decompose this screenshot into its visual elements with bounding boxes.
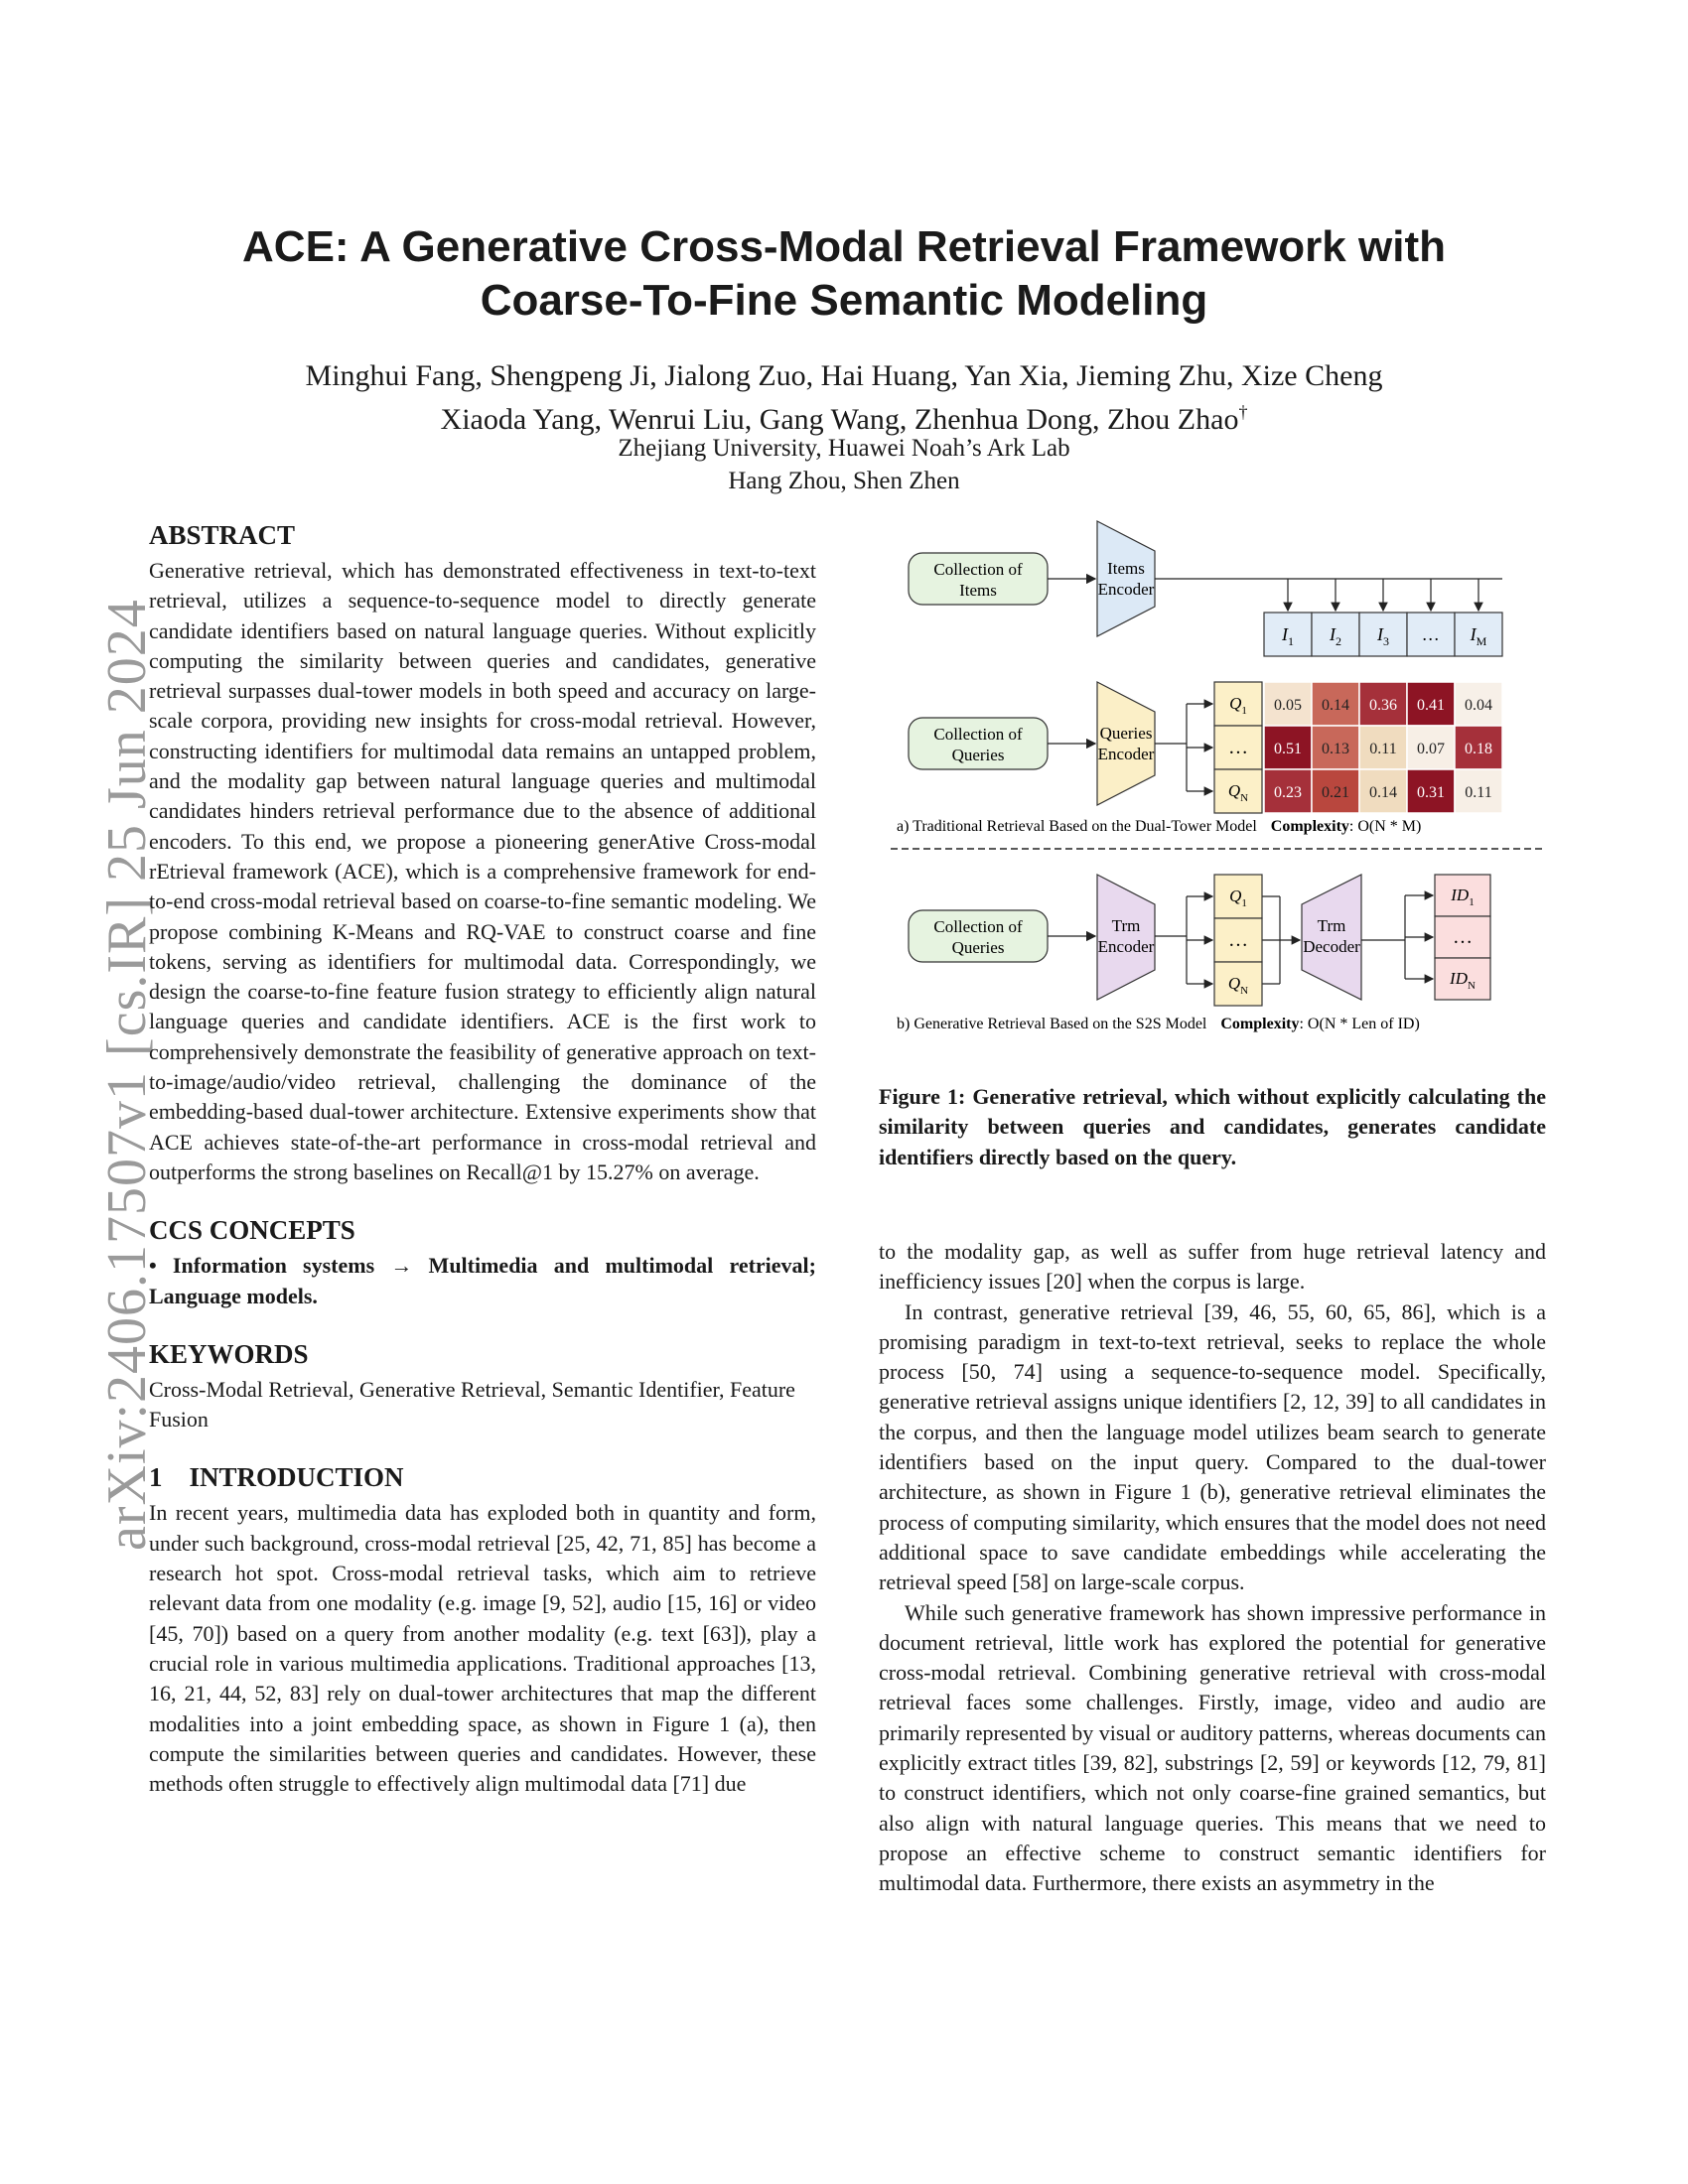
query-a-token-label: $Q_1$ [1229,694,1247,717]
collection-of-queries-a-label-1: Collection of [933,725,1023,744]
item-token-label: $I_2$ [1330,624,1341,648]
query-a-token-label: $Q_N$ [1227,781,1249,804]
intro-paragraph-3: While such generative framework has shown impressive performance in document retrieval, little work has explored the potential for generative cross-modal retrieval. Combining generative retrieval with cross-modal retrieval faces some challenges. Firstly, image, video and audio are primarily represented by visual or auditory patterns, whereas documents can explicitly extract titles [39, 82], substrings [2, 59] or keywords [12, 79, 81] to construct identifiers, which not only coarse-fine grained semantics, but also align with natural language queries. This means that we need to propose an effective scheme to construct semantic identifiers for multimodal data. Furthermore, there exists an asymmetry in the [879,1599,1546,1896]
similarity-value: 0.23 [1274,784,1302,801]
items-encoder-trapezoid [1097,521,1155,636]
similarity-value: 0.31 [1417,784,1445,801]
figure-1-caption: Figure 1: Generative retrieval, which without explicitly calculating the similarity between queries and candidates, generates candidate identifiers directly based on the query. [879,1084,1546,1169]
similarity-value: 0.51 [1274,741,1302,757]
abstract-heading: ABSTRACT [149,520,296,550]
trm-encoder-label-2: Encoder [1097,937,1155,956]
collection-of-items-label-1: Collection of [933,560,1023,579]
author-list [149,357,1539,438]
similarity-value: 0.11 [1369,741,1397,757]
title-line-1: ACE: A Generative Cross-Modal Retrieval Framework with [242,222,1446,271]
caption-a-complexity: : O(N * M) [1348,818,1422,835]
item-token-label: $I_1$ [1282,624,1294,648]
similarity-value: 0.14 [1369,784,1397,801]
right-column [879,1237,1546,1899]
trm-decoder-label-2: Decoder [1303,937,1360,956]
affiliation-line-2: Hang Zhou, Shen Zhen [728,468,960,494]
figure-caption-block [879,1082,1546,1172]
item-token-label: … [1422,624,1440,644]
similarity-value: 0.11 [1465,784,1492,801]
intro-paragraph-continued: to the modality gap, as well as suffer from huge retrieval latency and inefficiency issues [20] when the corpus is large. [879,1239,1546,1295]
affiliation [149,432,1539,497]
collection-of-items-label-2: Items [959,581,997,600]
item-token-label: $I_M$ [1470,624,1487,648]
similarity-value: 0.21 [1322,784,1349,801]
keywords-text: Cross-Modal Retrieval, Generative Retrieval, Semantic Identifier, Feature Fusion [149,1376,795,1433]
caption-a-text: a) Traditional Retrieval Based on the Dual-Tower Model [897,818,1257,835]
figure-1-diagram [879,511,1554,1047]
query-b-token-label: $Q_N$ [1227,974,1249,997]
caption-b-complexity: : O(N * Len of ID) [1299,1016,1420,1032]
collection-of-queries-a-label-2: Queries [951,746,1005,764]
arxiv-side-label: arXiv:2406.17507v1 [cs.IR] 25 Jun 2024 [96,599,158,1551]
id-token-label: $ID_1$ [1451,886,1475,908]
left-column [149,518,816,1799]
query-a-ellipsis: … [1228,737,1248,758]
similarity-value: 0.14 [1322,697,1349,714]
queries-encoder-label-2: Encoder [1097,745,1155,763]
title-line-2: Coarse-To-Fine Semantic Modeling [480,276,1208,325]
query-b-token-label: $Q_1$ [1229,887,1247,909]
items-encoder-label-2: Encoder [1097,580,1155,599]
similarity-value: 0.04 [1465,697,1492,714]
similarity-value: 0.07 [1417,741,1445,757]
item-token-label: $I_3$ [1377,624,1389,648]
id-ellipsis: … [1453,926,1473,948]
collection-of-queries-b-label-1: Collection of [933,917,1023,936]
caption-a [897,818,1421,835]
similarity-value: 0.05 [1274,697,1302,714]
figure-1 [879,511,1554,1047]
introduction-heading: 1 INTRODUCTION [149,1462,404,1493]
paper-title [149,220,1539,328]
ccs-heading: CCS CONCEPTS [149,1215,355,1246]
similarity-value: 0.36 [1369,697,1397,714]
caption-a-complexity-label: Complexity [1270,818,1349,835]
collection-of-queries-b-label-2: Queries [951,938,1005,957]
abstract-text: Generative retrieval, which has demonstrated effectiveness in text-to-text retrieval, utilizes a sequence-to-sequence model to directly generate candidate identifiers based on natural language queries. Without explicitly computing the similarity between queries and candidates, generative retrieval surpasses dual-tower models in both speed and accuracy on large-scale corpora, providing new insights for cross-modal retrieval. However, constructing identifiers for multimodal data remains an untapped problem, and the modality gap between natural language queries and multimodal candidates hinders retrieval performance due to the absence of additional encoders. To this end, we propose a pioneering generAtive Cross-modal rEtrieval framework (ACE), which is a comprehensive framework for end-to-end cross-modal retrieval based on coarse-to-fine semantic modeling. We propose combining K-Means and RQ-VAE to construct coarse and fine tokens, serving as identifiers for multimodal data. Correspondingly, we design the coarse-to-fine feature fusion strategy to efficiently align natural language queries and candidate identifiers. ACE is the first work to comprehensively demonstrate the feasibility of generative approach on text-to-image/audio/video retrieval, challenging the dominance of the embedding-based dual-tower architecture. Extensive experiments show that ACE achieves state-of-the-art performance in cross-modal retrieval and outperforms the strong baselines on Recall@1 by 15.27% on average. [149,558,816,1184]
affiliation-line-1: Zhejiang University, Huawei Noah’s Ark Lab [618,435,1070,462]
keywords-heading: KEYWORDS [149,1338,309,1369]
caption-b-text: b) Generative Retrieval Based on the S2S Model [897,1016,1207,1032]
query-b-ellipsis: … [1228,929,1248,951]
queries-encoder-trapezoid [1097,682,1155,805]
caption-b-complexity-label: Complexity [1220,1016,1300,1032]
queries-encoder-label-1: Queries [1099,724,1153,743]
id-token-label: $ID_N$ [1450,969,1476,992]
items-encoder-label-1: Items [1107,559,1145,578]
similarity-value: 0.41 [1417,697,1445,714]
similarity-value: 0.13 [1322,741,1349,757]
introduction-paragraph: In recent years, multimedia data has exploded both in quantity and form, under such background, cross-modal retrieval [25, 42, 71, 85] has become a research hot spot. Cross-modal retrieval tasks, which aim to retrieve relevant data from one modality (e.g. image [9, 52], audio [15, 16] or video [45, 70]) based on a query from another modality (e.g. text [63]), play a crucial role in various multimedia applications. Traditional approaches [13, 16, 21, 44, 52, 83] rely on dual-tower architectures that map the different modalities into a joint embedding space, as shown in Figure 1 (a), then compute the similarities between queries and candidates. However, these methods often struggle to effectively align multimodal data [71] due [149,1500,816,1797]
ccs-text: • Information systems → Multimedia and multimodal retrieval; Language models. [149,1253,816,1308]
trm-decoder-label-1: Trm [1317,916,1346,935]
authors-line-2-text: Xiaoda Yang, Wenrui Liu, Gang Wang, Zhenhua Dong, Zhou Zhao [440,403,1239,436]
intro-paragraph-2: In contrast, generative retrieval [39, 46, 55, 60, 65, 86], which is a promising paradigm in text-to-text retrieval, seeks to replace the whole process [50, 74] using a sequence-to-sequence model. Specifically, generative retrieval assigns unique identifiers [2, 12, 39] to all candidates in the corpus, and then the language model utilizes beam search to generate identifiers based on the input query. Compared to the dual-tower architecture, as shown in Figure 1 (b), generative retrieval eliminates the process of computing similarity, which ensures that the model does not need additional space to save candidate embeddings while accelerating the retrieval speed [58] on large-scale corpus. [879,1298,1546,1595]
similarity-value: 0.18 [1465,741,1492,757]
trm-encoder-label-1: Trm [1111,916,1141,935]
corresponding-author-mark: † [1238,402,1248,422]
authors-line-1: Minghui Fang, Shengpeng Ji, Jialong Zuo, Hai Huang, Yan Xia, Jieming Zhu, Xize Cheng [305,359,1383,392]
caption-b [897,1016,1420,1032]
